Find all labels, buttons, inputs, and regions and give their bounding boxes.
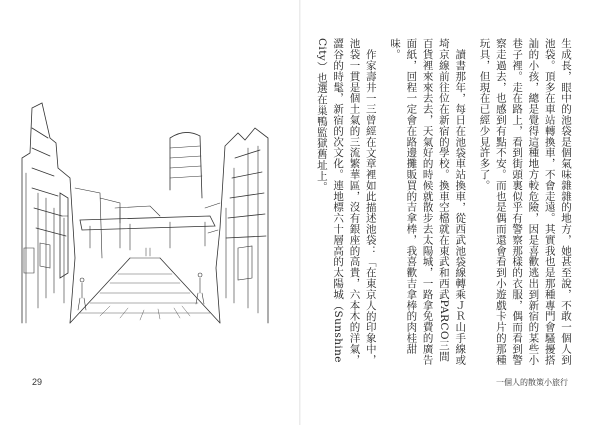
book-gutter xyxy=(299,0,301,425)
running-footer: 一個人的散策小旅行 xyxy=(496,378,568,387)
body-text xyxy=(315,38,574,368)
paragraph: 生成長，眼中的池袋是個氣味雜雜的地方，她甚至說，不敢一個人到池袋。頂多在車站轉換車，不會走遠。其實我也是那種專門會騷擾搭訕的小孩，總是覺得這種地方較危險，因是喜歡逃出到新宿的某些小巷子裡。走在路上，看到街頭裏似乎有警察那樣的衣服，偶而看到警察走過去，也感到有點不安。而也是偶而還會看到小遊戲卡片的那種玩具，但現在已經少見許多了。 xyxy=(478,38,572,365)
page-number: 29 xyxy=(32,377,43,387)
street-sketch-icon xyxy=(20,98,270,323)
paragraph: 作家壽井一三曾經在文章裡如此描述池袋：「在東京人的印象中，池袋一貫是個土氣的三流繁華區，沒有銀座的高貴，六本木的洋氣，澀谷的時髦，新宿的次文化。連地標六十層高的太陽城（Sunshine City）也選在巢鴨監獄舊址上。 xyxy=(315,38,377,365)
paragraph: 讀書那年，每日在池袋車站換車，從西武池袋線轉乘ＪＲ山手線或埼京線前往位在新宿的學校。換車空檔就在東武和西武PARCO三間百貨裡來來去去，天氣好的時候就散步去太陽城，一路拿免費的廣告面紙，回程一定會在路邊攤販買的吉拿棒，我喜歡吉拿棒的肉桂甜味。 xyxy=(389,38,467,365)
